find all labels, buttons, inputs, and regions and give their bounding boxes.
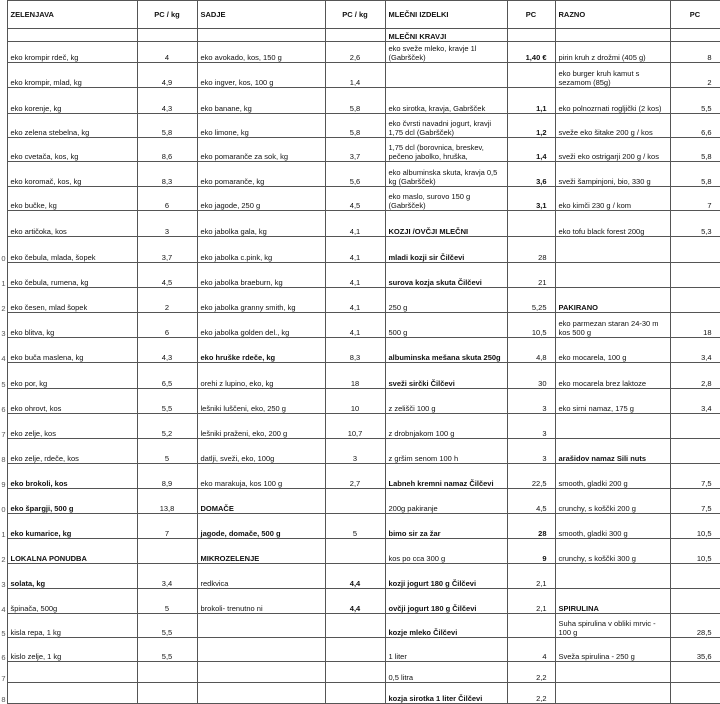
mlecni-price: 3 bbox=[507, 414, 555, 439]
mlecni-price: 1,2 bbox=[507, 114, 555, 138]
row-number bbox=[0, 187, 7, 211]
header-price-4: PC bbox=[670, 1, 720, 29]
sadje-item: datlji, sveži, eko, 100g bbox=[197, 439, 325, 464]
zelenjava-item: LOKALNA PONUDBA bbox=[7, 539, 137, 564]
zelenjava-item: eko zelje, kos bbox=[7, 414, 137, 439]
sadje-item: eko hruške rdeče, kg bbox=[197, 338, 325, 363]
razno-item: sveži eko ostrigarji 200 g / kos bbox=[555, 138, 670, 162]
row-number bbox=[0, 1, 7, 29]
sadje-price: 4,1 bbox=[325, 237, 385, 263]
sadje-price bbox=[325, 638, 385, 662]
razno-price: 7,5 bbox=[670, 489, 720, 514]
sadje-price: 3,7 bbox=[325, 138, 385, 162]
razno-item: smooth, gladki 200 g bbox=[555, 464, 670, 489]
zelenjava-price: 2 bbox=[137, 288, 197, 313]
mlecni-price: 4,5 bbox=[507, 489, 555, 514]
razno-item: crunchy, s koščki 200 g bbox=[555, 489, 670, 514]
row-number: 4 bbox=[0, 338, 7, 363]
razno-price bbox=[670, 589, 720, 614]
mlecni-price: 10,5 bbox=[507, 313, 555, 338]
razno-item: eko tofu black forest 200g bbox=[555, 211, 670, 237]
razno-item bbox=[555, 683, 670, 704]
razno-price: 8 bbox=[670, 42, 720, 63]
razno-item bbox=[555, 414, 670, 439]
mlecni-item: kozje mleko Čilčevi bbox=[385, 614, 507, 638]
table-row bbox=[0, 539, 720, 564]
row-number bbox=[0, 88, 7, 114]
razno-item: sveže eko šitake 200 g / kos bbox=[555, 114, 670, 138]
razno-price: 3,4 bbox=[670, 389, 720, 414]
zelenjava-price: 5,2 bbox=[137, 414, 197, 439]
zelenjava-item: eko ohrovt, kos bbox=[7, 389, 137, 414]
zelenjava-item bbox=[7, 662, 137, 683]
sadje-item: DOMAČE bbox=[197, 489, 325, 514]
razno-price: 10,5 bbox=[670, 539, 720, 564]
row-number: 0 bbox=[0, 489, 7, 514]
mlecni-price: 4,8 bbox=[507, 338, 555, 363]
table-row bbox=[0, 162, 720, 187]
mlecni-price: 30 bbox=[507, 363, 555, 389]
mlecni-item: z zelišči 100 g bbox=[385, 389, 507, 414]
sadje-item bbox=[197, 683, 325, 704]
razno-price: 5,8 bbox=[670, 138, 720, 162]
zelenjava-item: eko cvetača, kos, kg bbox=[7, 138, 137, 162]
table-row bbox=[0, 313, 720, 338]
mlecni-item: eko sirotka, kravja, Gabršček bbox=[385, 88, 507, 114]
zelenjava-price: 5,5 bbox=[137, 638, 197, 662]
sadje-item: eko jabolka braeburn, kg bbox=[197, 263, 325, 288]
table-row bbox=[0, 614, 720, 638]
sadje-item: eko jagode, 250 g bbox=[197, 187, 325, 211]
sadje-price: 4,1 bbox=[325, 263, 385, 288]
row-number: 7 bbox=[0, 662, 7, 683]
mlecni-item: 1 liter bbox=[385, 638, 507, 662]
row-number bbox=[0, 42, 7, 63]
zelenjava-item: eko špargji, 500 g bbox=[7, 489, 137, 514]
table-row bbox=[0, 63, 720, 88]
razno-item bbox=[555, 662, 670, 683]
zelenjava-item: eko zelje, rdeče, kos bbox=[7, 439, 137, 464]
zelenjava-price bbox=[137, 683, 197, 704]
row-number: 6 bbox=[0, 389, 7, 414]
header-sadje: SADJE bbox=[197, 1, 325, 29]
sadje-item: eko jabolka gala, kg bbox=[197, 211, 325, 237]
row-number bbox=[0, 63, 7, 88]
sadje-item: lešniki luščeni, eko, 250 g bbox=[197, 389, 325, 414]
zelenjava-price bbox=[137, 539, 197, 564]
table-row bbox=[0, 263, 720, 288]
mlecni-item: kozji jogurt 180 g Čilčevi bbox=[385, 564, 507, 589]
table-row bbox=[0, 363, 720, 389]
sadje-price: 1,4 bbox=[325, 63, 385, 88]
sadje-item: lešniki praženi, eko, 200 g bbox=[197, 414, 325, 439]
mlecni-item: 500 g bbox=[385, 313, 507, 338]
table-row bbox=[0, 138, 720, 162]
sadje-price: 4,1 bbox=[325, 211, 385, 237]
razno-item: SPIRULINA bbox=[555, 589, 670, 614]
razno-item: eko kimči 230 g / kom bbox=[555, 187, 670, 211]
razno-price bbox=[670, 237, 720, 263]
mlecni-price: 2,1 bbox=[507, 564, 555, 589]
mlecni-item: eko čvrsti navadni jogurt, kravji 1,75 dcl (Gabršček) bbox=[385, 114, 507, 138]
zelenjava-item bbox=[7, 683, 137, 704]
mlecni-price: 1,40 € bbox=[507, 42, 555, 63]
sadje-price bbox=[325, 614, 385, 638]
sadje-item: orehi z lupino, eko, kg bbox=[197, 363, 325, 389]
zelenjava-price: 8,3 bbox=[137, 162, 197, 187]
header-price-3: PC bbox=[507, 1, 555, 29]
mlecni-item: z drobnjakom 100 g bbox=[385, 414, 507, 439]
table-row bbox=[0, 389, 720, 414]
razno-price: 35,6 bbox=[670, 638, 720, 662]
razno-item: crunchy, s koščki 300 g bbox=[555, 539, 670, 564]
mlecni-item: ovčji jogurt 180 g Čilčevi bbox=[385, 589, 507, 614]
sadje-price: 10 bbox=[325, 389, 385, 414]
row-number: 8 bbox=[0, 439, 7, 464]
row-number bbox=[0, 29, 7, 42]
razno-price bbox=[670, 29, 720, 42]
zelenjava-price: 6 bbox=[137, 313, 197, 338]
mlecni-price: 3,1 bbox=[507, 187, 555, 211]
mlecni-price bbox=[507, 29, 555, 42]
table-row bbox=[0, 464, 720, 489]
mlecni-price: 21 bbox=[507, 263, 555, 288]
mlecni-item: 200g pakiranje bbox=[385, 489, 507, 514]
table-row bbox=[0, 211, 720, 237]
mlecni-price: 1,1 bbox=[507, 88, 555, 114]
zelenjava-item: špinača, 500g bbox=[7, 589, 137, 614]
table-row bbox=[0, 439, 720, 464]
razno-price: 7,5 bbox=[670, 464, 720, 489]
header-row bbox=[0, 1, 720, 29]
mlecni-item: eko sveže mleko, kravje 1l (Gabršček) bbox=[385, 42, 507, 63]
mlecni-price bbox=[507, 614, 555, 638]
table-row bbox=[0, 489, 720, 514]
sadje-item bbox=[197, 638, 325, 662]
row-number: 2 bbox=[0, 288, 7, 313]
razno-item: sveži šampinjoni, bio, 330 g bbox=[555, 162, 670, 187]
mlecni-price: 5,25 bbox=[507, 288, 555, 313]
mlecni-item bbox=[385, 63, 507, 88]
sadje-price: 4,5 bbox=[325, 187, 385, 211]
sadje-price bbox=[325, 539, 385, 564]
sadje-item: MIKROZELENJE bbox=[197, 539, 325, 564]
sadje-item: eko jabolka granny smith, kg bbox=[197, 288, 325, 313]
table-row bbox=[0, 187, 720, 211]
sadje-price: 4,1 bbox=[325, 288, 385, 313]
sadje-price: 5,8 bbox=[325, 114, 385, 138]
sadje-price: 10,7 bbox=[325, 414, 385, 439]
sadje-price: 2,6 bbox=[325, 42, 385, 63]
zelenjava-price: 3,4 bbox=[137, 564, 197, 589]
sadje-item bbox=[197, 614, 325, 638]
sadje-price: 5,6 bbox=[325, 162, 385, 187]
zelenjava-price: 3 bbox=[137, 211, 197, 237]
table-row bbox=[0, 88, 720, 114]
razno-price bbox=[670, 288, 720, 313]
mlecni-price: 22,5 bbox=[507, 464, 555, 489]
sadje-price: 4,4 bbox=[325, 564, 385, 589]
sadje-item: redkvica bbox=[197, 564, 325, 589]
mlecni-price: 4 bbox=[507, 638, 555, 662]
mlecni-price: 3 bbox=[507, 439, 555, 464]
razno-price: 2 bbox=[670, 63, 720, 88]
zelenjava-item: eko kumarice, kg bbox=[7, 514, 137, 539]
row-number bbox=[0, 162, 7, 187]
row-number bbox=[0, 114, 7, 138]
zelenjava-price: 5,5 bbox=[137, 614, 197, 638]
mlecni-price bbox=[507, 63, 555, 88]
zelenjava-price: 4 bbox=[137, 42, 197, 63]
mlecni-item: Labneh kremni namaz Čilčevi bbox=[385, 464, 507, 489]
sadje-price: 3 bbox=[325, 439, 385, 464]
zelenjava-price: 5 bbox=[137, 589, 197, 614]
razno-item: eko burger kruh kamut s sezamom (85g) bbox=[555, 63, 670, 88]
mlecni-item: eko maslo, surovo 150 g (Gabršček) bbox=[385, 187, 507, 211]
sadje-price: 5,8 bbox=[325, 88, 385, 114]
zelenjava-price bbox=[137, 662, 197, 683]
zelenjava-price: 6,5 bbox=[137, 363, 197, 389]
mlecni-price: 2,1 bbox=[507, 589, 555, 614]
table-row bbox=[0, 662, 720, 683]
razno-item: Suha spirulina v obliki mrvic - 100 g bbox=[555, 614, 670, 638]
header-price-2: PC / kg bbox=[325, 1, 385, 29]
header-price-1: PC / kg bbox=[137, 1, 197, 29]
zelenjava-price: 13,8 bbox=[137, 489, 197, 514]
razno-item bbox=[555, 263, 670, 288]
zelenjava-item: eko por, kg bbox=[7, 363, 137, 389]
zelenjava-item: eko korenje, kg bbox=[7, 88, 137, 114]
razno-item: eko mocarela, 100 g bbox=[555, 338, 670, 363]
row-number: 9 bbox=[0, 464, 7, 489]
mlecni-item: 0,5 litra bbox=[385, 662, 507, 683]
razno-price bbox=[670, 439, 720, 464]
mlecni-item: KOZJI /OVČJI MLEČNI bbox=[385, 211, 507, 237]
zelenjava-price: 4,3 bbox=[137, 88, 197, 114]
razno-price: 5,8 bbox=[670, 162, 720, 187]
sadje-price: 18 bbox=[325, 363, 385, 389]
razno-item bbox=[555, 564, 670, 589]
row-number: 3 bbox=[0, 564, 7, 589]
table-row bbox=[0, 638, 720, 662]
mlecni-price: 2,2 bbox=[507, 683, 555, 704]
zelenjava-price: 4,9 bbox=[137, 63, 197, 88]
mlecni-item: z gršim senom 100 h bbox=[385, 439, 507, 464]
sadje-price: 4,1 bbox=[325, 313, 385, 338]
razno-price bbox=[670, 683, 720, 704]
mlecni-price: 3 bbox=[507, 389, 555, 414]
razno-item: eko sirni namaz, 175 g bbox=[555, 389, 670, 414]
header-mlecni-izdelki: MLEČNI IZDELKI bbox=[385, 1, 507, 29]
row-number bbox=[0, 138, 7, 162]
mlecni-item: kozja sirotka 1 liter Čilčevi bbox=[385, 683, 507, 704]
mlecni-price: 3,6 bbox=[507, 162, 555, 187]
razno-price: 6,6 bbox=[670, 114, 720, 138]
sadje-item: eko ingver, kos, 100 g bbox=[197, 63, 325, 88]
mlecni-item: MLEČNI KRAVJI bbox=[385, 29, 507, 42]
zelenjava-price: 4,3 bbox=[137, 338, 197, 363]
mlecni-item: sveži sirčki Čilčevi bbox=[385, 363, 507, 389]
table-row bbox=[0, 288, 720, 313]
razno-item: pirin kruh z drožmi (405 g) bbox=[555, 42, 670, 63]
table-row bbox=[0, 29, 720, 42]
sadje-item: eko pomaranče, kg bbox=[197, 162, 325, 187]
mlecni-price bbox=[507, 211, 555, 237]
sadje-price bbox=[325, 683, 385, 704]
razno-item: PAKIRANO bbox=[555, 288, 670, 313]
header-zelenjava: ZELENJAVA bbox=[7, 1, 137, 29]
mlecni-price: 2,2 bbox=[507, 662, 555, 683]
zelenjava-price: 5,8 bbox=[137, 114, 197, 138]
razno-item bbox=[555, 237, 670, 263]
row-number: 5 bbox=[0, 614, 7, 638]
zelenjava-item: eko krompir rdeč, kg bbox=[7, 42, 137, 63]
razno-price: 18 bbox=[670, 313, 720, 338]
row-number bbox=[0, 211, 7, 237]
zelenjava-item: kislo zelje, 1 kg bbox=[7, 638, 137, 662]
header-razno: RAZNO bbox=[555, 1, 670, 29]
table-row bbox=[0, 114, 720, 138]
zelenjava-price: 3,7 bbox=[137, 237, 197, 263]
table-row bbox=[0, 414, 720, 439]
mlecni-price: 28 bbox=[507, 237, 555, 263]
sadje-price: 4,4 bbox=[325, 589, 385, 614]
razno-price: 3,4 bbox=[670, 338, 720, 363]
table-row bbox=[0, 564, 720, 589]
zelenjava-item bbox=[7, 29, 137, 42]
sadje-item: eko pomaranče za sok, kg bbox=[197, 138, 325, 162]
zelenjava-item: eko blitva, kg bbox=[7, 313, 137, 338]
row-number: 8 bbox=[0, 683, 7, 704]
razno-price bbox=[670, 414, 720, 439]
zelenjava-price: 4,5 bbox=[137, 263, 197, 288]
razno-price: 10,5 bbox=[670, 514, 720, 539]
razno-item: Sveža spirulina - 250 g bbox=[555, 638, 670, 662]
table-row bbox=[0, 589, 720, 614]
zelenjava-item: eko brokoli, kos bbox=[7, 464, 137, 489]
mlecni-item: 250 g bbox=[385, 288, 507, 313]
zelenjava-item: eko česen, mlad šopek bbox=[7, 288, 137, 313]
table-row bbox=[0, 514, 720, 539]
zelenjava-item: eko koromač, kos, kg bbox=[7, 162, 137, 187]
mlecni-item: kos po cca 300 g bbox=[385, 539, 507, 564]
zelenjava-item: solata, kg bbox=[7, 564, 137, 589]
razno-item: arašidov namaz Sili nuts bbox=[555, 439, 670, 464]
razno-item: eko mocarela brez laktoze bbox=[555, 363, 670, 389]
sadje-item: eko jabolka golden del., kg bbox=[197, 313, 325, 338]
razno-item: smooth, gladki 300 g bbox=[555, 514, 670, 539]
row-number: 1 bbox=[0, 263, 7, 288]
zelenjava-item: kisla repa, 1 kg bbox=[7, 614, 137, 638]
zelenjava-price: 7 bbox=[137, 514, 197, 539]
razno-price: 5,5 bbox=[670, 88, 720, 114]
razno-price bbox=[670, 662, 720, 683]
sadje-price: 2,7 bbox=[325, 464, 385, 489]
sadje-price: 8,3 bbox=[325, 338, 385, 363]
zelenjava-price: 8,6 bbox=[137, 138, 197, 162]
zelenjava-price bbox=[137, 29, 197, 42]
zelenjava-item: eko čebula, rumena, kg bbox=[7, 263, 137, 288]
mlecni-price: 28 bbox=[507, 514, 555, 539]
zelenjava-item: eko krompir, mlad, kg bbox=[7, 63, 137, 88]
table-row bbox=[0, 683, 720, 704]
razno-price bbox=[670, 263, 720, 288]
sadje-item: eko marakuja, kos 100 g bbox=[197, 464, 325, 489]
sadje-item bbox=[197, 29, 325, 42]
mlecni-price: 9 bbox=[507, 539, 555, 564]
razno-price: 7 bbox=[670, 187, 720, 211]
razno-price: 5,3 bbox=[670, 211, 720, 237]
zelenjava-item: eko artičoka, kos bbox=[7, 211, 137, 237]
sadje-price bbox=[325, 662, 385, 683]
mlecni-item: albuminska mešana skuta 250g bbox=[385, 338, 507, 363]
row-number: 2 bbox=[0, 539, 7, 564]
razno-price: 2,8 bbox=[670, 363, 720, 389]
zelenjava-item: eko zelena stebelna, kg bbox=[7, 114, 137, 138]
razno-item: eko polnozrnati rogljički (2 kos) bbox=[555, 88, 670, 114]
zelenjava-price: 5,5 bbox=[137, 389, 197, 414]
sadje-item: eko banane, kg bbox=[197, 88, 325, 114]
sadje-price: 5 bbox=[325, 514, 385, 539]
mlecni-item: mladi kozji sir Čilčevi bbox=[385, 237, 507, 263]
mlecni-price: 1,4 bbox=[507, 138, 555, 162]
zelenjava-item: eko čebula, mlada, šopek bbox=[7, 237, 137, 263]
mlecni-item: 1,75 dcl (borovnica, breskev, pečeno jabolko, hruška, bbox=[385, 138, 507, 162]
zelenjava-item: eko bučke, kg bbox=[7, 187, 137, 211]
sadje-item: jagode, domače, 500 g bbox=[197, 514, 325, 539]
razno-price bbox=[670, 564, 720, 589]
sadje-item: brokoli- trenutno ni bbox=[197, 589, 325, 614]
mlecni-item: bimo sir za žar bbox=[385, 514, 507, 539]
zelenjava-price: 5 bbox=[137, 439, 197, 464]
zelenjava-price: 6 bbox=[137, 187, 197, 211]
row-number: 1 bbox=[0, 514, 7, 539]
sadje-item: eko avokado, kos, 150 g bbox=[197, 42, 325, 63]
sadje-item: eko limone, kg bbox=[197, 114, 325, 138]
table-row bbox=[0, 42, 720, 63]
table-row bbox=[0, 237, 720, 263]
row-number: 7 bbox=[0, 414, 7, 439]
razno-price: 28,5 bbox=[670, 614, 720, 638]
row-number: 5 bbox=[0, 363, 7, 389]
row-number: 0 bbox=[0, 237, 7, 263]
row-number: 4 bbox=[0, 589, 7, 614]
zelenjava-item: eko buča maslena, kg bbox=[7, 338, 137, 363]
sadje-item bbox=[197, 662, 325, 683]
zelenjava-price: 8,9 bbox=[137, 464, 197, 489]
row-number: 3 bbox=[0, 313, 7, 338]
sadje-price bbox=[325, 29, 385, 42]
razno-item bbox=[555, 29, 670, 42]
sadje-price bbox=[325, 489, 385, 514]
sadje-item: eko jabolka c.pink, kg bbox=[197, 237, 325, 263]
mlecni-item: eko albuminska skuta, kravja 0,5 kg (Gabršček) bbox=[385, 162, 507, 187]
table-row bbox=[0, 338, 720, 363]
razno-item: eko parmezan staran 24-30 m kos 500 g bbox=[555, 313, 670, 338]
mlecni-item: surova kozja skuta Čilčevi bbox=[385, 263, 507, 288]
row-number: 6 bbox=[0, 638, 7, 662]
